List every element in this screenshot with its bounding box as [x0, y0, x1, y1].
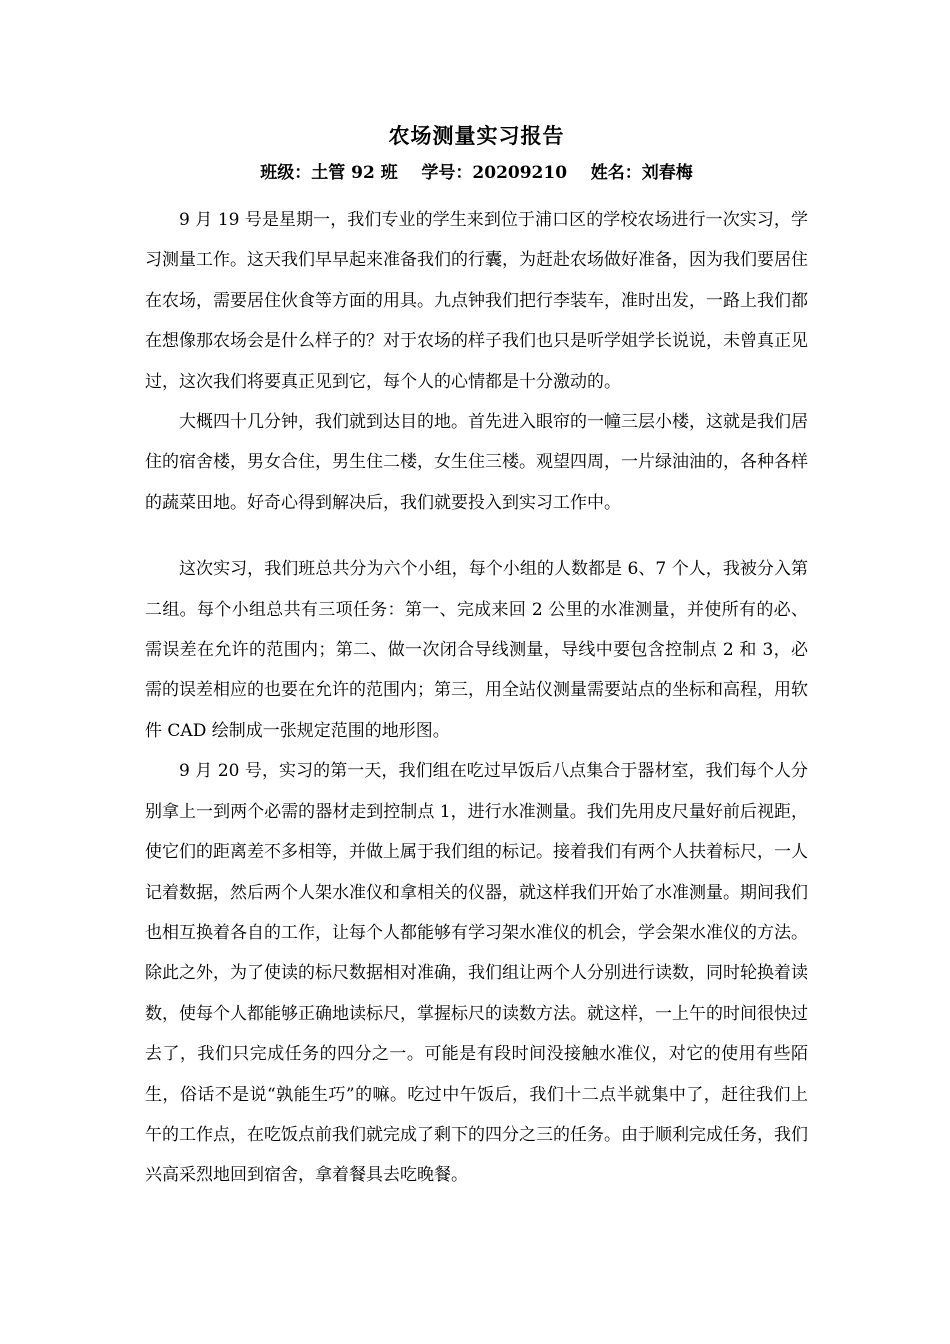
document-subtitle: 班级：土管 92 班 学号：20209210 姓名：刘春梅 — [260, 163, 693, 183]
paragraph-1: 9 月 19 号是星期一，我们专业的学生来到位于浦口区的学校农场进行一次实习，学习测量工作。这天我们早早起来准备我们的行囊，为赶赴农场做好准备，因为我们要居住在农场，需要居住伙食等方面的用具。九点钟我们把行李装车，准时出发，一路上我们都在想像那农场会是什么样子的？对于农场的样子我们也只是听学姐学长说说，未曾真正见过，这次我们将要真正见到它，每个人的心情都是十分激动的。 — [145, 210, 808, 392]
document-page — [145, 120, 808, 1196]
paragraph-4: 9 月 20 号，实习的第一天，我们组在吃过早饭后八点集合于器材室，我们每个人分别拿上一到两个必需的器材走到控制点 1，进行水准测量。我们先用皮尺量好前后视距，使它们的距离差不多相等，并做上属于我们组的标记。接着我们有两个人扶着标尺，一人记着数据，然后两个人架水准仪和拿相关的仪器，就这样我们开始了水准测量。期间我们也相互换着各自的工作，让每个人都能够有学习架水准仪的机会，学会架水准仪的方法。除此之外，为了使读的标尺数据相对准确，我们组让两个人分别进行读数，同时轮换着读数，使每个人都能够正确地读标尺，掌握标尺的读数方法。就这样，一上午的时间很快过去了，我们只完成任务的四分之一。可能是有段时间没接触水准仪，对它的使用有些陌生，俗话不是说“孰能生巧”的嘛。吃过中午饭后，我们十二点半就集中了，赶往我们上午的工作点，在吃饭点前我们就完成了剩下的四分之三的任务。由于顺利完成任务，我们兴高采烈地回到宿舍，拿着餐具去吃晚餐。 — [145, 761, 808, 1186]
document-title: 农场测量实习报告 — [388, 123, 565, 148]
paragraph-2: 大概四十几分钟，我们就到达目的地。首先进入眼帘的一幢三层小楼，这就是我们居住的宿舍楼，男女合住，男生住二楼，女生住三楼。观望四周，一片绿油油的，各种各样的蔬菜田地。好奇心得到解决后，我们就要投入到实习工作中。 — [145, 412, 808, 513]
paragraph-spacer — [145, 523, 808, 549]
paragraph-3: 这次实习，我们班总共分为六个小组，每个小组的人数都是 6、7 个人，我被分入第二组。每个小组总共有三项任务：第一、完成来回 2 公里的水准测量，并使所有的必、需误差在允许的范围内；第二、做一次闭合导线测量，导线中要包含控制点 2 和 3，必需的误差相应的也要在允许的范围内；第三，用全站仪测量需要站点的坐标和高程，用软件 CAD 绘制成一张规定范围的地形图。 — [145, 559, 808, 741]
